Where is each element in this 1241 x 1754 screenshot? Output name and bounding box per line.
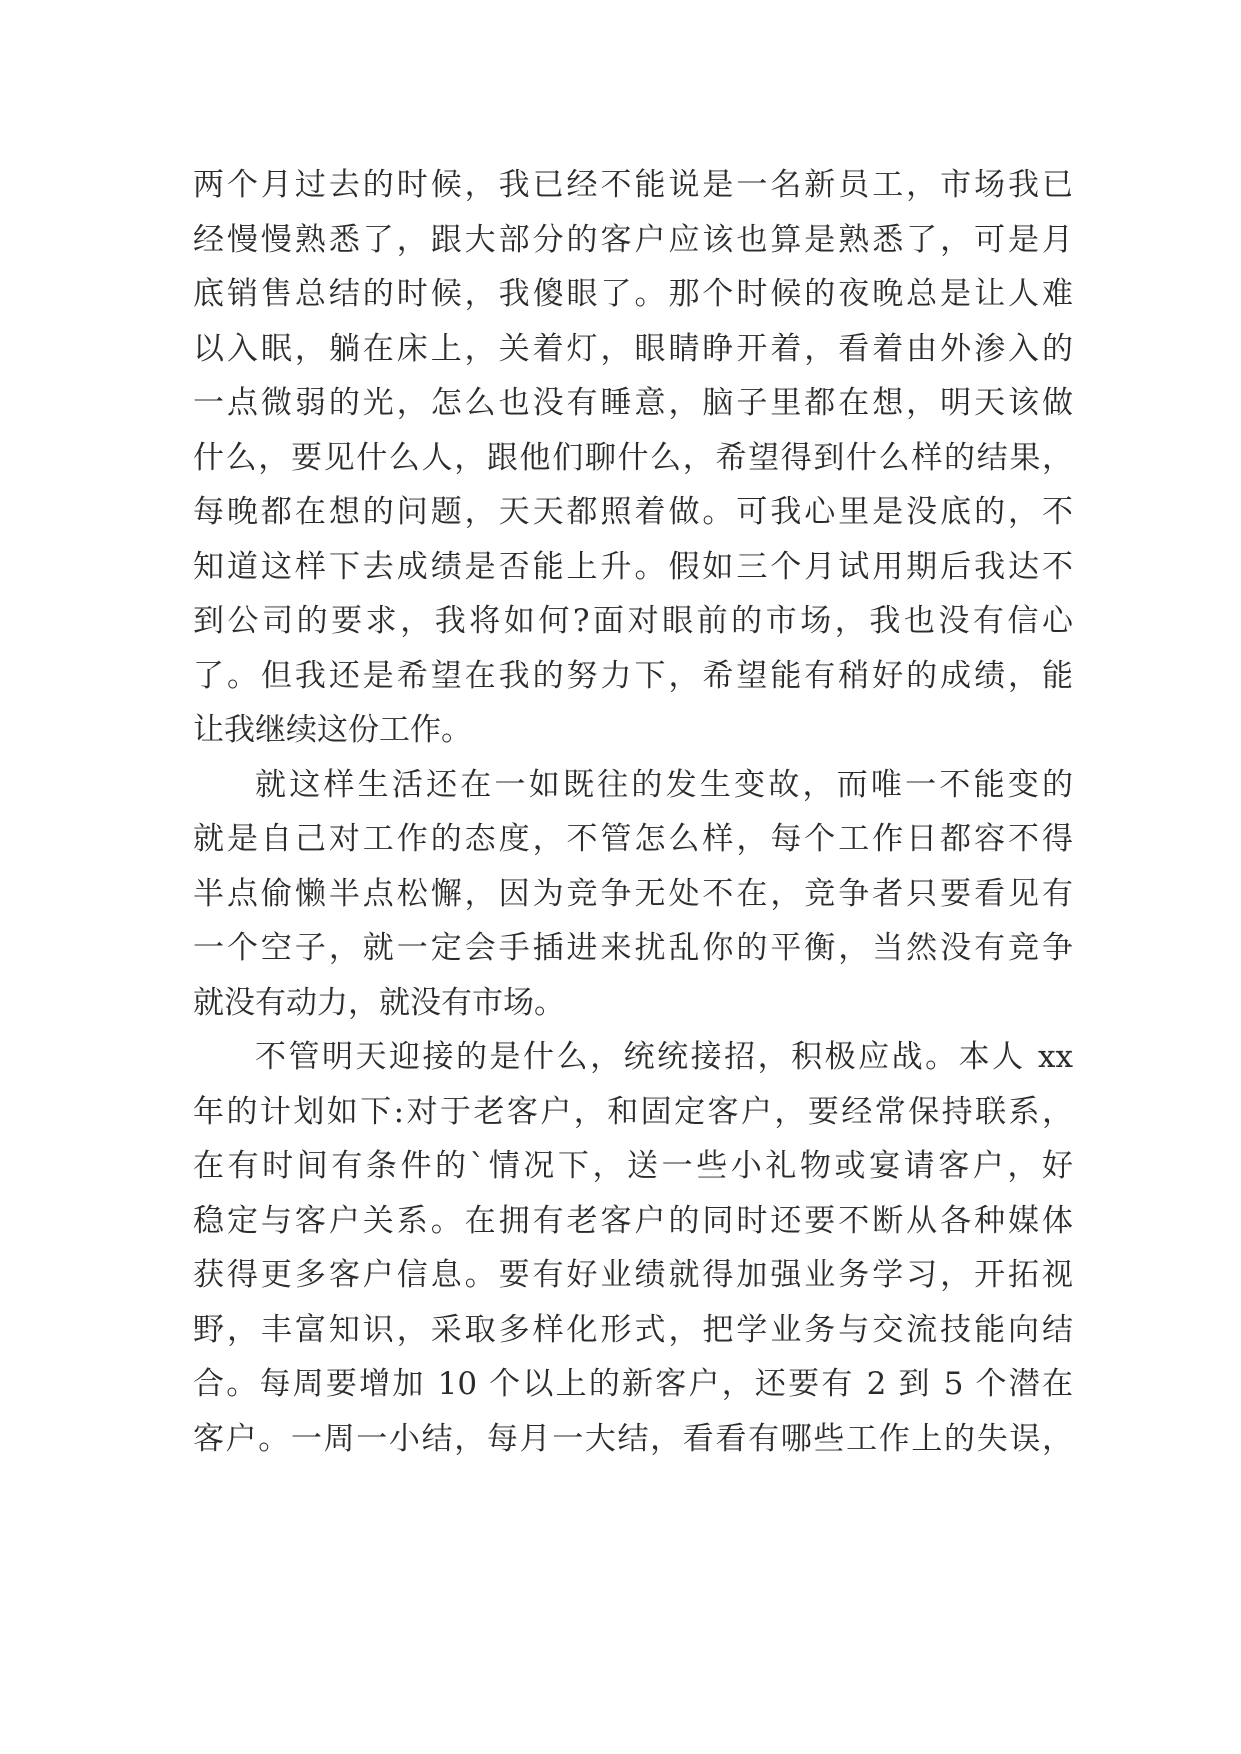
text-line: 不管明天迎接的是什么，统统接招，积极应战。本人 xx: [255, 1039, 1073, 1075]
text-line: 稳定与客户关系。在拥有老客户的同时还要不断从各种媒体: [193, 1202, 1073, 1239]
document-body: [193, 158, 1073, 1466]
text-line: 到公司的要求，我将如何?面对眼前的市场，我也没有信心: [193, 603, 1073, 639]
text-line: 年的计划如下:对于老客户，和固定客户，要经常保持联系，: [193, 1093, 1073, 1130]
text-line: 什么，要见什么人，跟他们聊什么，希望得到什么样的结果，: [193, 439, 1073, 476]
text-line: 获得更多客户信息。要有好业绩就得加强业务学习，开拓视: [193, 1257, 1073, 1293]
text-line: 经慢慢熟悉了，跟大部分的客户应该也算是熟悉了，可是月: [193, 221, 1073, 258]
text-line: 就这样生活还在一如既往的发生变故，而唯一不能变的: [255, 766, 1073, 803]
text-line: 合。每周要增加 10 个以上的新客户，还要有 2 到 5 个潜在: [193, 1366, 1073, 1402]
text-line: 让我继续这份工作。: [193, 712, 472, 748]
paragraph-1: [193, 158, 1073, 758]
text-line: 野，丰富知识，采取多样化形式，把学业务与交流技能向结: [193, 1311, 1073, 1348]
text-line: 在有时间有条件的`情况下，送一些小礼物或宴请客户，好: [193, 1148, 1073, 1184]
paragraph-3: [193, 1030, 1073, 1466]
text-line: 一点微弱的光，怎么也没有睡意，脑子里都在想，明天该做: [193, 385, 1073, 421]
text-line: 了。但我还是希望在我的努力下，希望能有稍好的成绩，能: [193, 657, 1073, 694]
text-line: 就没有动力，就没有市场。: [193, 984, 565, 1021]
text-line: 一个空子，就一定会手插进来扰乱你的平衡，当然没有竞争: [193, 930, 1073, 966]
paragraph-2: [193, 758, 1073, 1031]
text-line: 每晚都在想的问题，天天都照着做。可我心里是没底的，不: [193, 494, 1073, 530]
text-line: 半点偷懒半点松懈，因为竞争无处不在，竞争者只要看见有: [193, 875, 1073, 912]
text-line: 知道这样下去成绩是否能上升。假如三个月试用期后我达不: [193, 548, 1073, 585]
text-line: 就是自己对工作的态度，不管怎么样，每个工作日都容不得: [193, 821, 1073, 857]
text-line: 两个月过去的时候，我已经不能说是一名新员工，市场我已: [193, 167, 1073, 203]
text-line: 底销售总结的时候，我傻眼了。那个时候的夜晚总是让人难: [193, 276, 1073, 312]
text-line: 客户。一周一小结，每月一大结，看看有哪些工作上的失误，: [193, 1420, 1073, 1457]
text-line: 以入眠，躺在床上，关着灯，眼睛睁开着，看着由外渗入的: [193, 330, 1073, 367]
